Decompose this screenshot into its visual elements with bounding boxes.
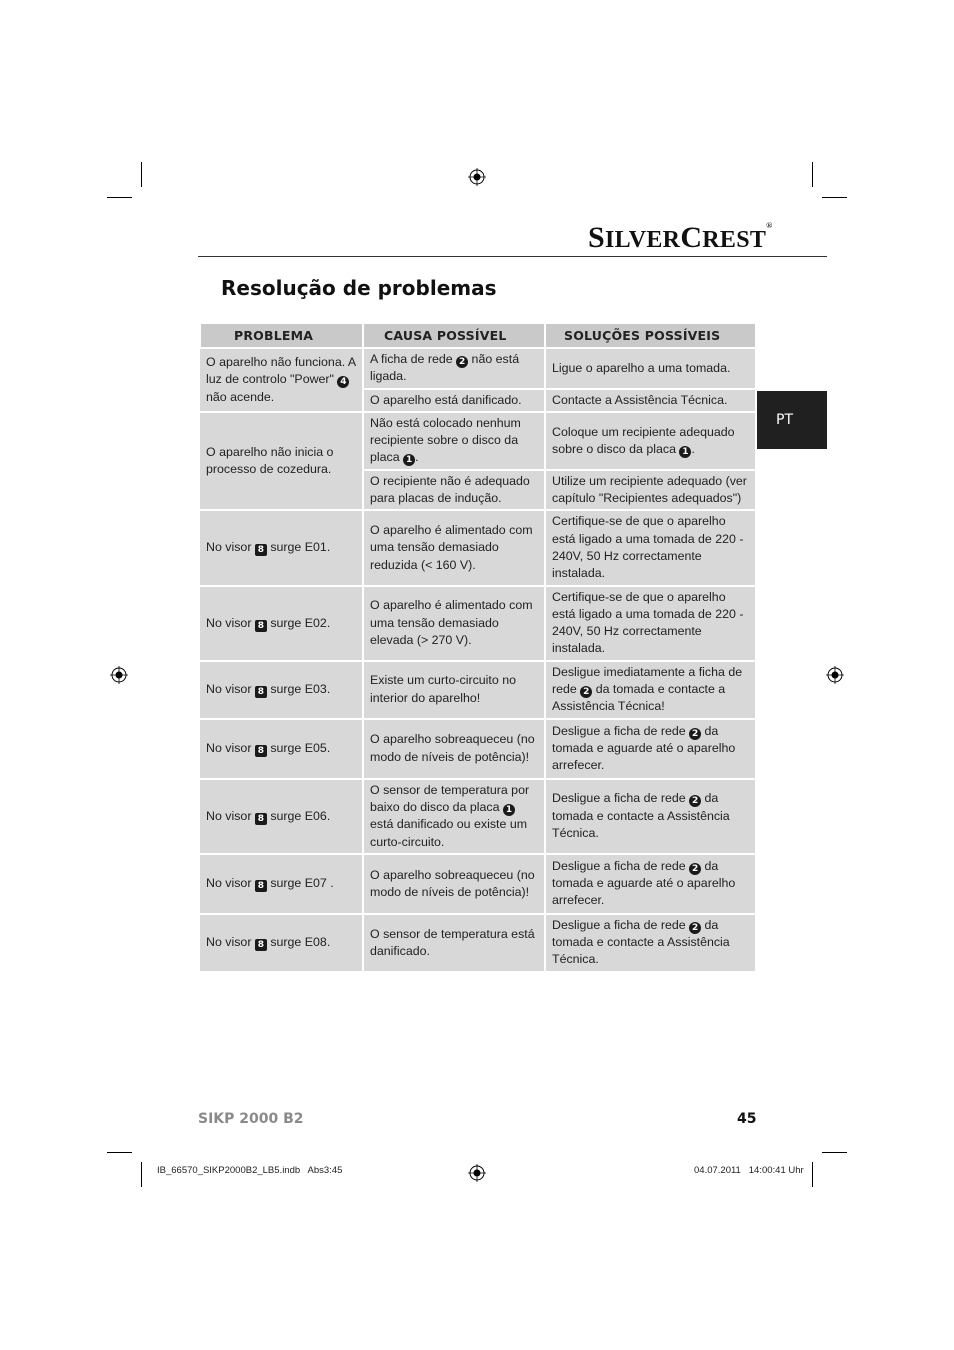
crop-mark (822, 197, 847, 198)
table-row (200, 779, 756, 854)
solution-cell-text: Certifique-se de que o aparelho está ligado a uma tomada de 220 - 240V, 50 Hz correctamente instalada. (552, 514, 744, 581)
problem-cell (200, 412, 363, 510)
problem-cell-text: surge E07 . (266, 876, 334, 891)
crop-mark (812, 162, 813, 187)
problem-cell (200, 348, 363, 412)
solution-cell (545, 470, 756, 511)
page-title: Resolução de problemas (221, 276, 497, 300)
cause-cell-text: Existe um curto-circuito no interior do aparelho! (370, 673, 516, 705)
cause-cell (363, 348, 545, 389)
solution-cell-text: da tomada e aguarde até o aparelho arrefecer. (552, 858, 736, 908)
cause-cell (363, 586, 545, 661)
reference-number-icon: 8 (255, 813, 267, 825)
table-row (200, 510, 756, 585)
brand-logo-text: REST (702, 227, 767, 253)
reference-number-icon: 8 (255, 939, 267, 951)
problem-cell-text: O aparelho não inicia o processo de cozedura. (206, 444, 334, 477)
problem-cell (200, 914, 363, 972)
solution-cell-text: Certifique-se de que o aparelho está ligado a uma tomada de 220 - 240V, 50 Hz correctamente instalada. (552, 589, 744, 656)
reference-number-icon: 8 (255, 686, 267, 698)
brand-logo-letter: C (680, 221, 703, 254)
solution-cell (545, 779, 756, 854)
table-row (200, 719, 756, 779)
solution-cell-text: Contacte a Assistência Técnica. (552, 392, 728, 407)
header-solution: SOLUÇÕES POSSÍVEIS (545, 324, 756, 348)
registration-mark-icon (468, 1164, 486, 1182)
cause-cell (363, 719, 545, 779)
reference-number-icon: 2 (689, 863, 701, 875)
solution-cell (545, 586, 756, 661)
cause-cell-text: Não está colocado nenhum recipiente sobre o disco da placa (370, 415, 521, 465)
cause-cell (363, 510, 545, 585)
solution-cell-text: Utilize um recipiente adequado (ver capítulo "Recipientes adequados") (552, 473, 747, 506)
cause-cell-text: O aparelho sobreaqueceu (no modo de níveis de potência)! (370, 867, 535, 899)
solution-cell-text: Desligue a ficha de rede (552, 723, 690, 738)
solution-cell-text: Ligue o aparelho a uma tomada. (552, 360, 731, 375)
cause-cell-text: O aparelho sobreaqueceu (no modo de níveis de potência)! (370, 732, 535, 764)
crop-mark (141, 162, 142, 187)
table-row (200, 586, 756, 661)
solution-cell (545, 854, 756, 914)
problem-cell-text: No visor (206, 808, 255, 823)
reference-number-icon: 1 (403, 454, 415, 466)
problem-cell-text: surge E02. (266, 615, 331, 630)
reference-number-icon: 2 (689, 795, 701, 807)
reference-number-icon: 2 (456, 356, 468, 368)
brand-logo-text: ILVER (605, 227, 681, 253)
problem-cell-text: No visor (206, 876, 255, 891)
brand-logo-letter: S (588, 221, 605, 254)
cause-cell-text: O aparelho é alimentado com uma tensão demasiado elevada (> 270 V). (370, 598, 533, 647)
problem-cell-text: surge E01. (266, 540, 331, 555)
crop-mark (812, 1162, 813, 1187)
crop-mark (822, 1152, 847, 1153)
table-header-row (200, 324, 756, 348)
problem-cell-text: No visor (206, 540, 255, 555)
table-row (200, 412, 756, 470)
cause-cell (363, 854, 545, 914)
cause-cell (363, 661, 545, 719)
reference-number-icon: 2 (580, 686, 592, 698)
problem-cell-text: surge E05. (266, 740, 331, 755)
solution-cell (545, 510, 756, 585)
problem-cell-text: O aparelho não funciona. A luz de controlo "Power" (206, 355, 356, 387)
reference-number-icon: 8 (255, 745, 267, 757)
solution-cell-text: da tomada e aguarde até o aparelho arrefecer. (552, 723, 736, 773)
registration-mark-icon (110, 666, 128, 684)
table-row (200, 914, 756, 972)
solution-cell (545, 412, 756, 470)
solution-cell-text: Desligue a ficha de rede (552, 917, 690, 932)
reference-number-icon: 8 (255, 880, 267, 892)
page-number: 45 (737, 1111, 757, 1127)
solution-cell-text: da tomada e contacte a Assistência Técnica. (552, 791, 730, 840)
problem-cell-text: surge E03. (266, 682, 331, 697)
solution-cell-text: da tomada e contacte a Assistência Técnica. (552, 917, 730, 967)
reference-number-icon: 1 (503, 804, 515, 816)
solution-cell-text: . (691, 441, 695, 456)
registered-mark: ® (766, 221, 773, 230)
problem-cell (200, 719, 363, 779)
crop-mark (107, 1152, 132, 1153)
solution-cell-text: Desligue a ficha de rede (552, 791, 690, 806)
header-problem: PROBLEMA (200, 324, 363, 348)
reference-number-icon: 8 (255, 620, 267, 632)
reference-number-icon: 2 (689, 922, 701, 934)
header-cause: CAUSA POSSÍVEL (363, 324, 545, 348)
problem-cell-text: não acende. (206, 389, 275, 404)
reference-number-icon: 8 (255, 544, 267, 556)
table-row (200, 854, 756, 914)
cause-cell-text: . (415, 450, 419, 465)
table-row (200, 661, 756, 719)
language-tab (754, 391, 827, 449)
reference-number-icon: 4 (337, 376, 349, 388)
print-slug-file: IB_66570_SIKP2000B2_LB5.indb Abs3:45 (157, 1165, 343, 1176)
cause-cell (363, 914, 545, 972)
crop-mark (107, 197, 132, 198)
solution-cell-text: Coloque um recipiente adequado sobre o disco da placa (552, 424, 735, 456)
cause-cell-text: não está ligada. (370, 352, 520, 384)
crop-mark (141, 1162, 142, 1187)
print-slug-timestamp: 04.07.2011 14:00:41 Uhr (694, 1165, 804, 1176)
reference-number-icon: 1 (679, 446, 691, 458)
problem-cell-text: No visor (206, 615, 255, 630)
footer-model: SIKP 2000 B2 (198, 1111, 304, 1127)
solution-cell (545, 661, 756, 719)
troubleshooting-table (199, 324, 757, 973)
header-rule (198, 256, 827, 257)
cause-cell-text: O sensor de temperatura por baixo do disco da placa (370, 782, 530, 814)
registration-mark-icon (826, 666, 844, 684)
problem-cell (200, 779, 363, 854)
problem-cell (200, 510, 363, 585)
problem-cell-text: No visor (206, 682, 255, 697)
cause-cell-text: O aparelho é alimentado com uma tensão demasiado reduzida (< 160 V). (370, 523, 533, 572)
problem-cell-text: surge E06. (266, 808, 331, 823)
cause-cell (363, 412, 545, 470)
cause-cell-text: O aparelho está danificado. (370, 392, 522, 407)
cause-cell-text: O sensor de temperatura está danificado. (370, 926, 535, 958)
problem-cell (200, 854, 363, 914)
problem-cell (200, 661, 363, 719)
solution-cell (545, 719, 756, 779)
problem-cell (200, 586, 363, 661)
solution-cell (545, 348, 756, 389)
cause-cell-text: O recipiente não é adequado para placas de indução. (370, 473, 530, 506)
solution-cell (545, 914, 756, 972)
cause-cell-text: está danificado ou existe um curto-circuito. (370, 817, 528, 849)
cause-cell (363, 389, 545, 412)
reference-number-icon: 2 (689, 728, 701, 740)
cause-cell-text: A ficha de rede (370, 352, 457, 366)
problem-cell-text: No visor (206, 740, 255, 755)
cause-cell (363, 779, 545, 854)
problem-cell-text: No visor (206, 935, 255, 950)
solution-cell-text: da tomada e contacte a Assistência Técnica! (552, 682, 726, 714)
cause-cell (363, 470, 545, 511)
registration-mark-icon (468, 168, 486, 186)
solution-cell-text: Desligue imediatamente a ficha de rede (552, 664, 743, 697)
solution-cell-text: Desligue a ficha de rede (552, 858, 690, 873)
problem-cell-text: surge E08. (266, 935, 331, 950)
language-tab-label: PT (776, 412, 793, 428)
table-body (200, 348, 756, 972)
brand-logo (588, 221, 772, 255)
solution-cell (545, 389, 756, 412)
table-row (200, 348, 756, 389)
